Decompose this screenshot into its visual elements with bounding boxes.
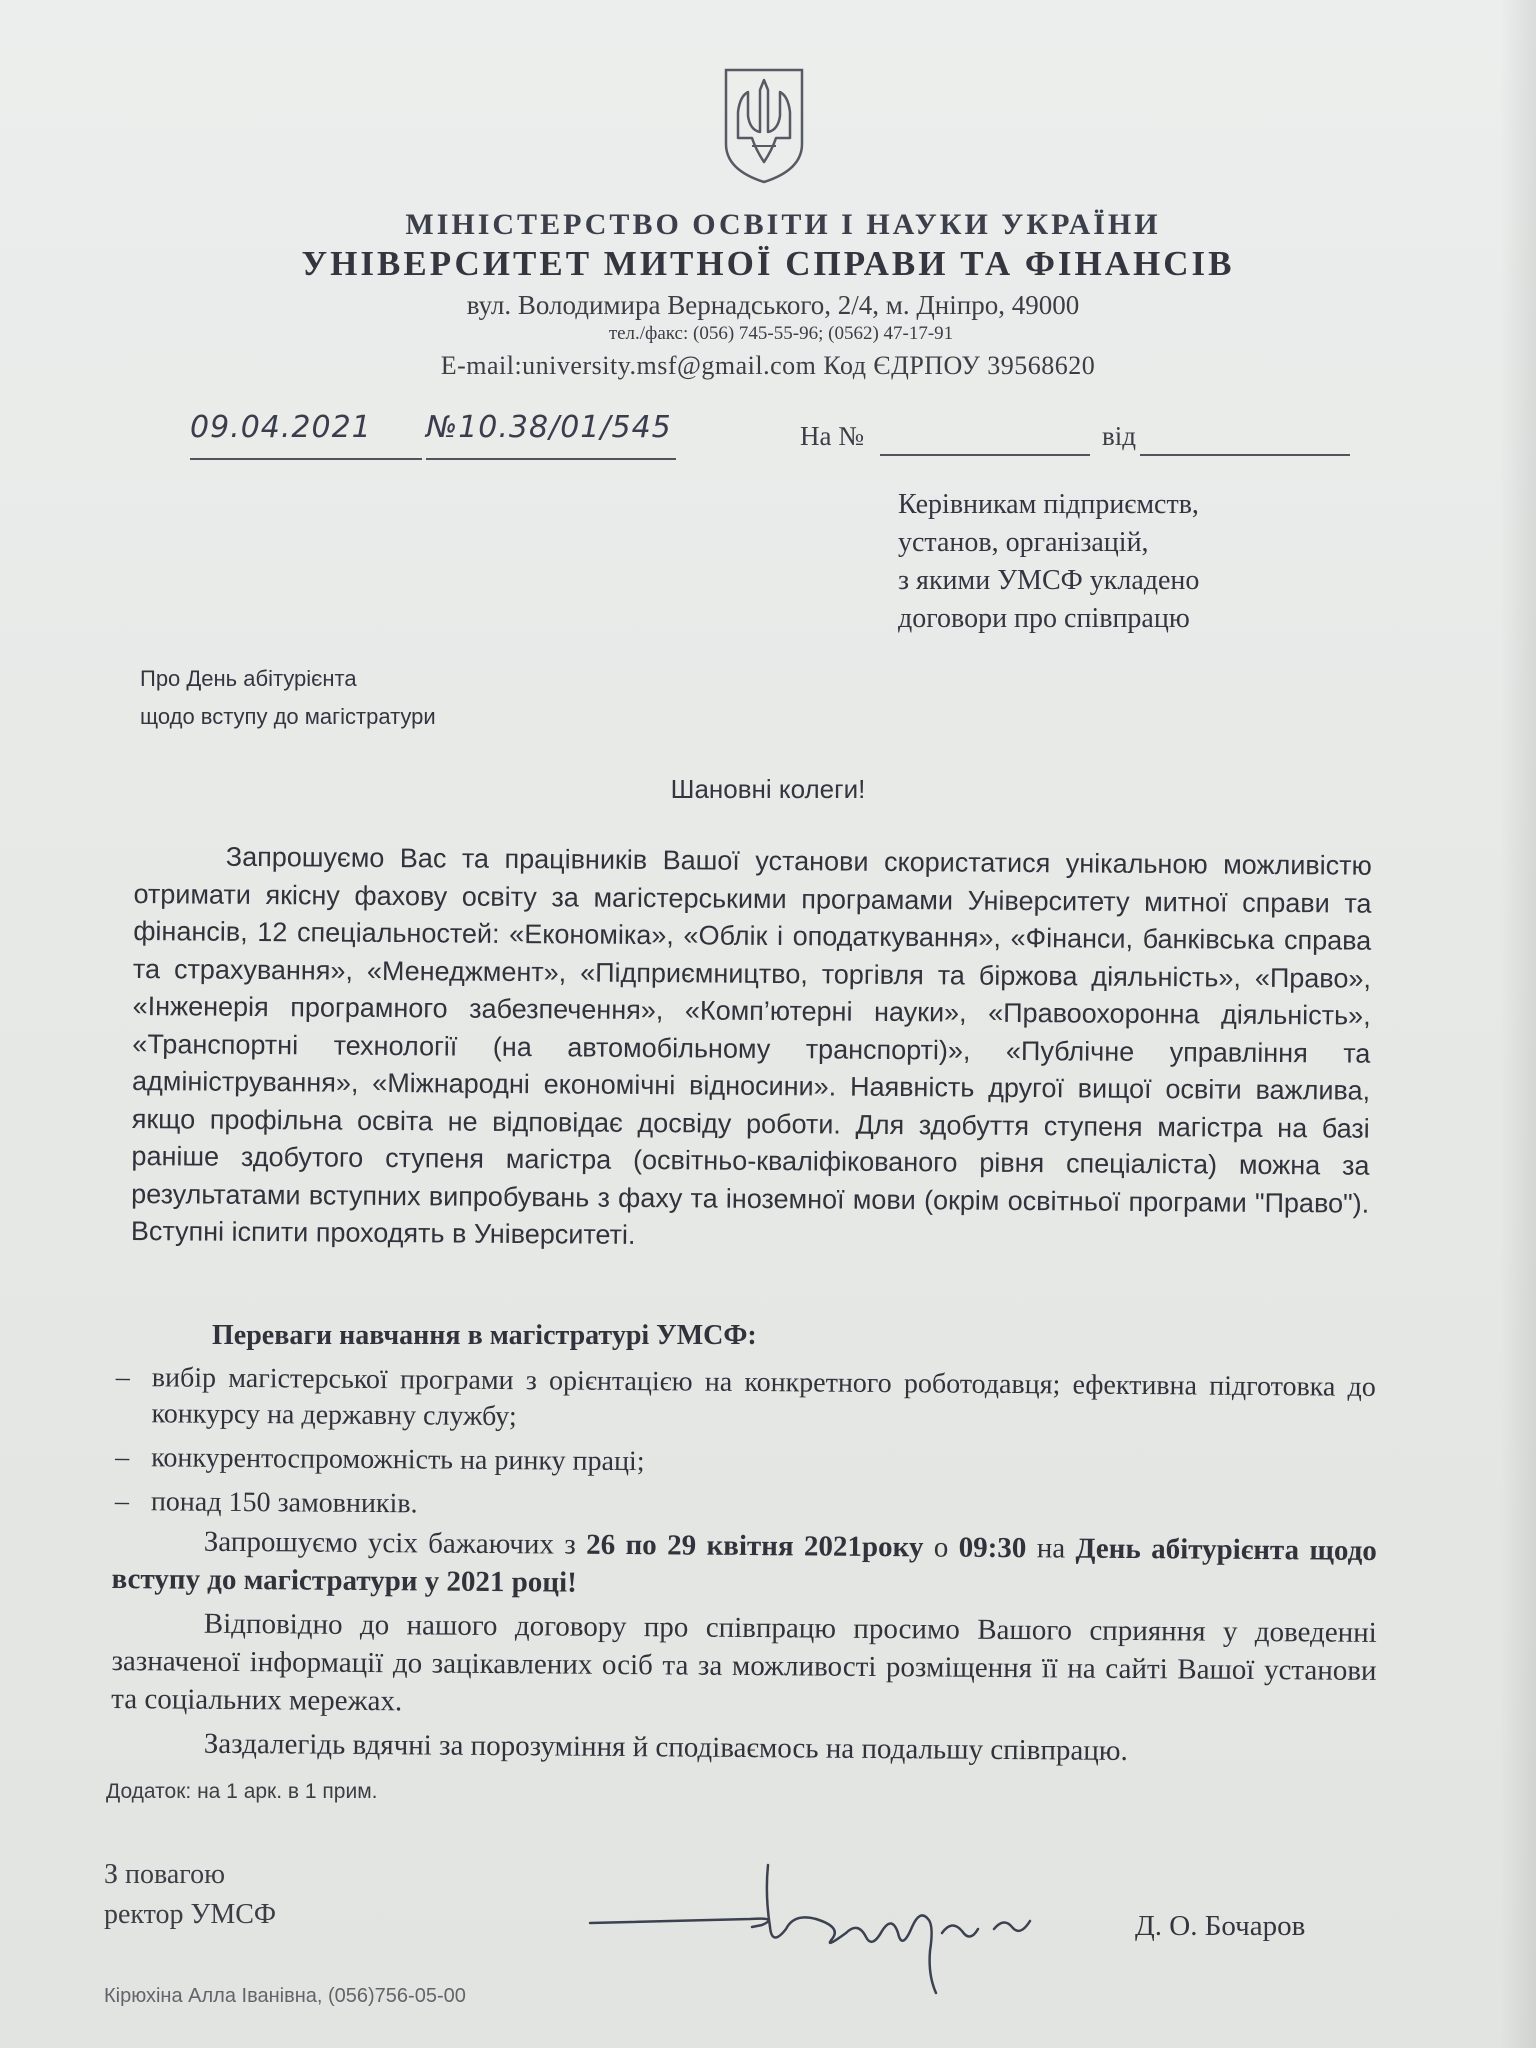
advantages-title: Переваги навчання в магістратурі УМСФ: xyxy=(212,1320,757,1351)
invite-text: на xyxy=(1036,1532,1066,1565)
university-phone: тел./факс: (056) 745-55-96; (0562) 47-17-91 xyxy=(608,323,954,344)
advantages-list xyxy=(115,1360,1376,1538)
executor-contact: Кірюхіна Алла Іванівна, (056)756-05-00 xyxy=(104,1985,466,2007)
addressee-line: установ, організацій, xyxy=(898,527,1149,558)
coat-of-arms-trident-icon xyxy=(722,66,806,186)
handwritten-signature xyxy=(580,1855,1120,2005)
outgoing-date-value: 09.04.2021 xyxy=(190,410,372,445)
list-item-text: вибір магістерської програми з орієнтацією на конкретного роботодавця; ефективна підготовка до конкурсу на державну службу; xyxy=(151,1362,1376,1433)
greeting: Шановні колеги! xyxy=(670,774,866,804)
university-address: вул. Володимира Вернадського, 2/4, м. Дніпро, 49000 xyxy=(466,290,1080,320)
addressee-line: з якими УМСФ укладено xyxy=(898,565,1200,596)
university-heading: УНІВЕРСИТЕТ МИТНОЇ СПРАВИ ТА ФІНАНСІВ xyxy=(301,244,1235,283)
reference-number-blank xyxy=(880,454,1090,456)
subject-line: щодо вступу до магістратури xyxy=(140,704,436,729)
subject-line: Про День абітурієнта xyxy=(140,666,357,691)
reference-date-blank xyxy=(1140,454,1350,456)
outgoing-number xyxy=(426,410,676,460)
outgoing-number-prefix: № xyxy=(426,410,459,445)
reference-number-label: На № xyxy=(800,421,864,451)
outgoing-number-value: 10.38/01/545 xyxy=(458,410,672,445)
body-paragraph: Запрошуємо Вас та працівників Вашої установи скористатися унікальною можливістю отримати якісну фахову освіту за магістерськими програмами Університету митної справи та фінансів, 12 спеціальностей: «Економіка», «Облік і оподаткування», «Фінанси, банківська справа та страхування», «Менеджмент», «Підприємництво, торгівля та біржова діяльність», «Право», «Інженерія програмного забезпечення», «Комп’ютерні науки», «Правоохоронна діяльність», «Транспортні технології (на автомобільному транспорті)», «Публічне управління та адміністрування», «Міжнародні економічні відносини». Наявність другої вищої освіти важлива, якщо профільна освіта не відповідає досвіду роботи. Для здобуття ступеня магістра на базі раніше здобутого ступеня магістра (освітньо-кваліфікованого рівня спеціаліста) можна за результатами вступних випробувань з фаху та іноземної мови (окрім освітньої програми "Право"). Вступні іспити проходять в Університеті. xyxy=(130,841,1372,1250)
event-dates: 26 по 29 квітня 2021року xyxy=(586,1528,924,1564)
event-time: 09:30 xyxy=(958,1531,1027,1565)
invite-text: Запрошуємо усіх бажаючих з xyxy=(203,1525,576,1561)
request-paragraph: Відповідно до нашого договору про співпрацю просимо Вашого сприяння у доведенні зазначеної інформації до зацікавлених осіб та за можливості розміщення її на сайті Вашої установи та соціальних мережах. xyxy=(111,1607,1377,1718)
list-dash: – xyxy=(114,1485,130,1518)
list-item xyxy=(115,1440,1375,1486)
outgoing-date xyxy=(190,410,422,460)
list-item xyxy=(115,1360,1376,1442)
list-item-text: понад 150 замовників. xyxy=(150,1486,418,1520)
invite-text: о xyxy=(933,1531,949,1564)
thanks-paragraph: Заздалегідь вдячні за порозуміння й сподіваємось на подальшу співпрацю. xyxy=(203,1727,1128,1767)
signer-position: ректор УМСФ xyxy=(104,1899,277,1930)
addressee-line: Керівникам підприємств, xyxy=(898,489,1199,520)
attachment-note: Додаток: на 1 арк. в 1 прим. xyxy=(106,1780,378,1803)
list-item-text: конкурентоспроможність на ринку праці; xyxy=(151,1442,645,1478)
closing-line: З повагою xyxy=(104,1859,225,1890)
list-dash: – xyxy=(115,1361,130,1394)
subject-block xyxy=(140,660,436,736)
signer-name: Д. О. Бочаров xyxy=(1135,1910,1306,1942)
addressee-line: договори про співпрацю xyxy=(898,603,1190,634)
event-name: День абітурієнта щодо вступу до магістратури у 2021 році! xyxy=(111,1532,1377,1599)
addressee-block xyxy=(898,486,1199,638)
invitation-paragraph xyxy=(111,1522,1377,1608)
list-dash: – xyxy=(115,1441,130,1474)
ministry-heading: МІНІСТЕРСТВО ОСВІТИ І НАУКИ УКРАЇНИ xyxy=(405,208,1161,241)
closing-block xyxy=(104,1855,276,1935)
university-email-code: E-mail:university.msf@gmail.com Код ЄДРПОУ 39568620 xyxy=(440,351,1096,380)
reference-date-label: від xyxy=(1102,421,1136,451)
